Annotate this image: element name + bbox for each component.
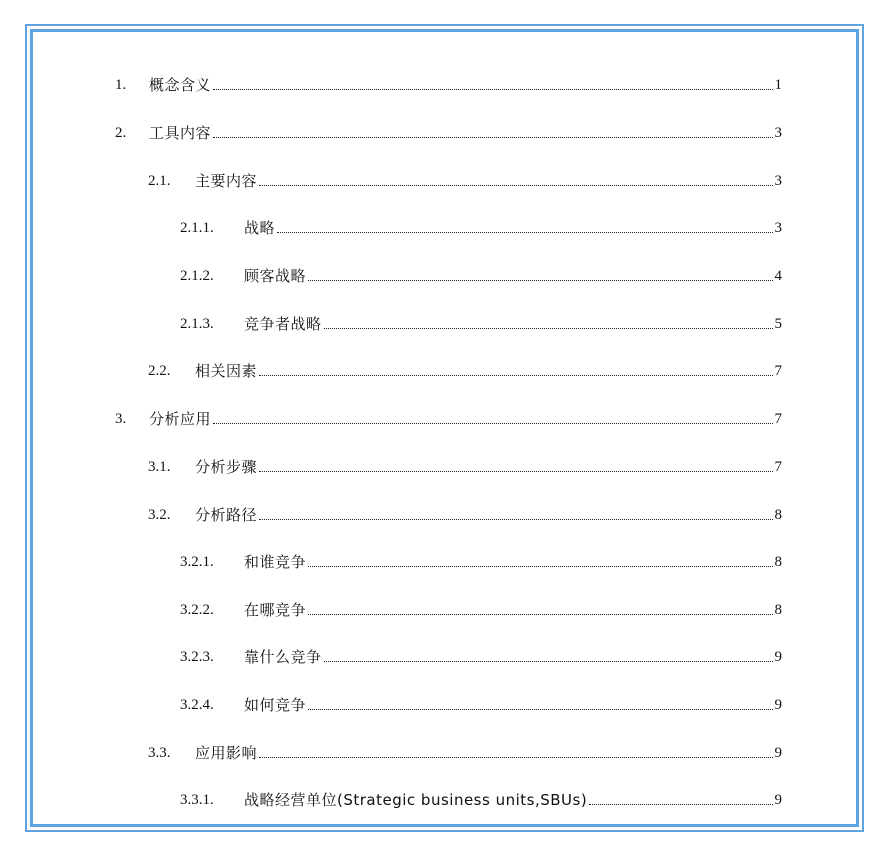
toc-entry-number: 3.2.3. [180,649,214,665]
toc-entry-number: 2. [115,125,127,141]
toc-entry[interactable] [115,409,782,429]
toc-entry-number: 3. [115,411,127,427]
toc-entry-title: 和谁竞争 [244,553,307,571]
toc-dot-leader [259,519,772,520]
toc-entry-number: 3.2. [148,507,171,523]
toc-dot-leader [213,89,772,90]
toc-entry-number: 3.3. [148,745,171,761]
toc-entry[interactable] [180,695,782,715]
toc-entry[interactable] [148,171,782,191]
toc-dot-leader [308,566,772,567]
toc-dot-leader [308,614,772,615]
toc-entry-number: 3.2.2. [180,602,214,618]
toc-entry[interactable] [148,743,782,763]
toc-entry[interactable] [115,75,782,95]
toc-entry-number: 2.1. [148,173,171,189]
toc-dot-leader [589,804,772,805]
toc-entry[interactable] [180,647,782,667]
toc-entry-page: 9 [774,649,782,665]
toc-entry-page: 4 [774,268,782,284]
toc-dot-leader [259,375,772,376]
toc-entry-title: 分析应用 [149,410,212,428]
toc-entry-title: 应用影响 [195,744,258,762]
toc-dot-leader [308,280,772,281]
toc-dot-leader [277,232,772,233]
toc-entry-page: 3 [774,125,782,141]
toc-entry[interactable] [180,314,782,334]
toc-dot-leader [259,185,772,186]
toc-entry[interactable] [115,123,782,143]
toc-entry-page: 8 [774,554,782,570]
toc-entry-page: 3 [774,173,782,189]
toc-entry-page: 7 [774,411,782,427]
toc-entry-page: 7 [774,459,782,475]
toc-entry-number: 2.2. [148,363,171,379]
toc-dot-leader [324,328,773,329]
toc-entry-page: 1 [774,77,782,93]
toc-entry-title: 竞争者战略 [244,315,322,333]
toc-entry-page: 9 [774,745,782,761]
toc-entry-number: 1. [115,77,127,93]
toc-dot-leader [324,661,773,662]
toc-entry[interactable] [148,457,782,477]
toc-entry[interactable] [180,266,782,286]
toc-entry-number: 2.1.2. [180,268,214,284]
toc-entry[interactable] [148,505,782,525]
toc-entry-number: 3.1. [148,459,171,475]
toc-entry-title: 靠什么竞争 [244,648,322,666]
toc-entry-title: 工具内容 [149,124,212,142]
toc-entry-page: 3 [774,220,782,236]
toc-entry-title: 概念含义 [149,76,212,94]
toc-entry[interactable] [180,218,782,238]
toc-entry-number: 3.2.1. [180,554,214,570]
toc-entry-title: 战略经营单位(Strategic business units,SBUs) [244,791,588,809]
toc-entry-page: 8 [774,507,782,523]
toc-entry-page: 9 [774,697,782,713]
toc-entry-number: 3.3.1. [180,792,214,808]
toc-entry-title: 如何竞争 [244,696,307,714]
toc-entry[interactable] [180,600,782,620]
toc-entry-title: 主要内容 [195,172,258,190]
toc-entry[interactable] [180,790,782,810]
toc-entry[interactable] [180,552,782,572]
toc-entry-title: 战略 [244,219,276,237]
toc-entry-title: 相关因素 [195,362,258,380]
toc-entry-title: 顾客战略 [244,267,307,285]
toc-entry-number: 2.1.1. [180,220,214,236]
toc-entry-page: 9 [774,792,782,808]
toc-entry-title: 在哪竞争 [244,601,307,619]
toc-entry-page: 5 [774,316,782,332]
toc-dot-leader [213,423,772,424]
toc-entry[interactable] [148,361,782,381]
toc-dot-leader [259,757,772,758]
toc-entry-number: 2.1.3. [180,316,214,332]
toc-dot-leader [308,709,772,710]
toc-entry-number: 3.2.4. [180,697,214,713]
toc-entry-title: 分析路径 [195,506,258,524]
toc-dot-leader [259,471,772,472]
toc-dot-leader [213,137,772,138]
toc-entry-title: 分析步骤 [195,458,258,476]
toc-entry-page: 8 [774,602,782,618]
toc-entry-page: 7 [774,363,782,379]
